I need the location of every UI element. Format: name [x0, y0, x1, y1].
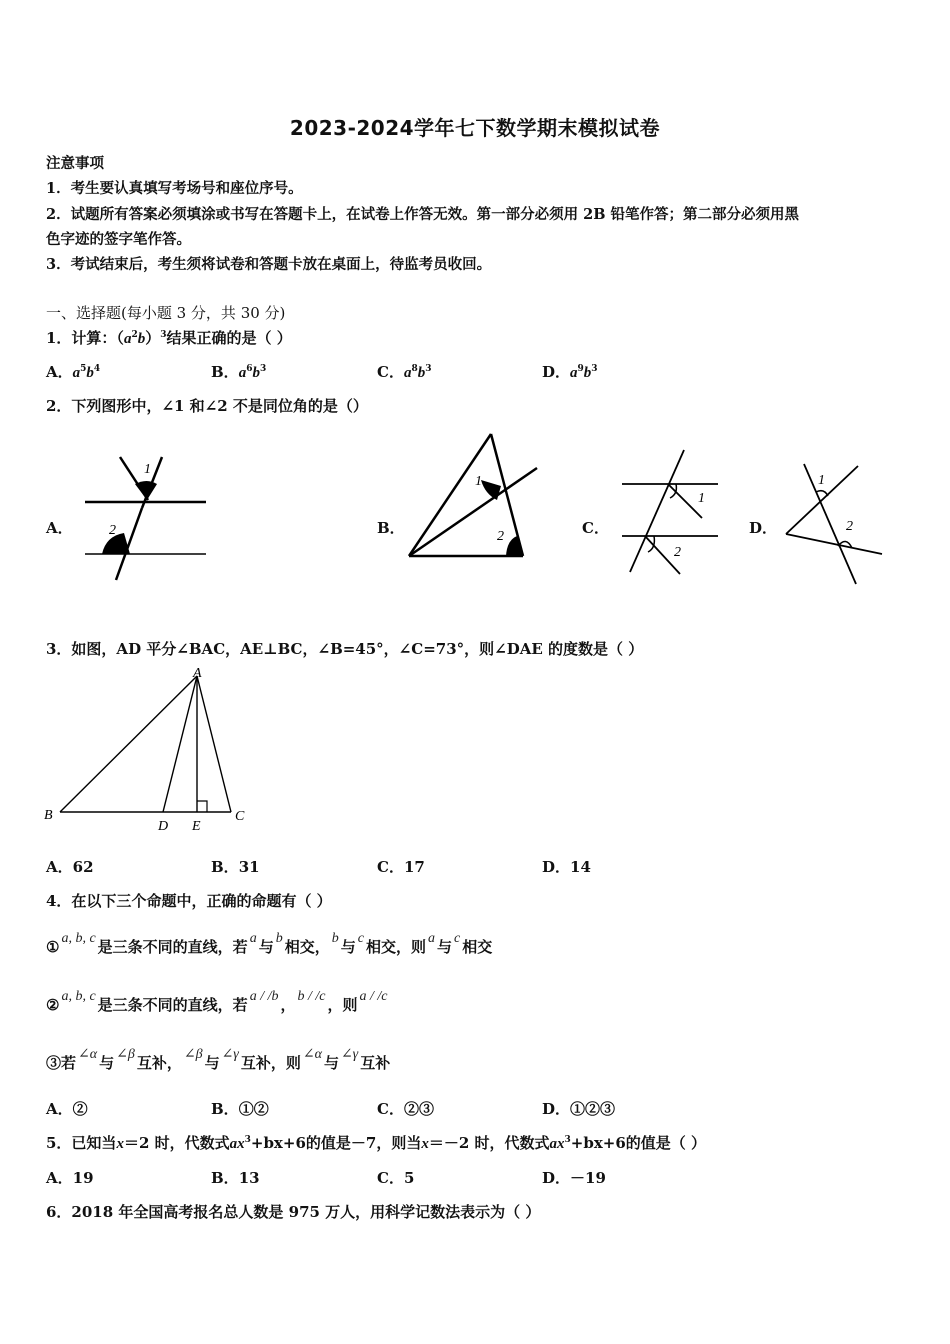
question-4-option-a: A．② [46, 1100, 88, 1118]
figure-2a-label-2: 2 [109, 523, 116, 538]
question-2-option-a: A． [46, 519, 73, 537]
figure-2c-label-2: 2 [674, 545, 681, 560]
notice-item-3: 3．考试结束后，考生须将试卷和答题卡放在桌面上，待监考员收回。 [46, 256, 492, 273]
figure-2d-label-1: 1 [818, 473, 825, 488]
figure-2d-label-2: 2 [846, 519, 853, 534]
figure-2a [80, 452, 210, 587]
question-1-option-a: A．$a^5b^4$ [46, 363, 101, 381]
proposition-1: ① a, b, c 是三条不同的直线，若 a 与 b 相交， b 与 c 相交，则 a 与 c 相交 [46, 931, 493, 956]
figure-2c-label-1: 1 [698, 491, 705, 506]
figure-3-label-a: A [193, 666, 202, 681]
figure-3-label-e: E [192, 819, 201, 834]
question-2-option-d: D． [749, 519, 778, 537]
question-1-option-b: B．$a^6b^3$ [211, 363, 267, 381]
question-1-option-d: D．$a^9b^3$ [542, 363, 598, 381]
proposition-3: ③若 ∠α 与 ∠β 互补， ∠β 与 ∠γ 互补，则 ∠α 与 ∠γ 互补 [46, 1047, 391, 1072]
figure-3-triangle [40, 664, 260, 836]
figure-2b-label-1: 1 [475, 474, 482, 489]
question-5-stem: 5．已知当x＝2 时，代数式$ax^3+bx+6$的值是－7，则当x＝－2 时，代数式$ax^3+bx+6$的值是（ ） [46, 1134, 707, 1152]
notice-heading: 注意事项 [46, 155, 104, 172]
question-4-option-c: C．②③ [377, 1100, 434, 1118]
figure-2c [618, 446, 728, 576]
question-5-option-d: D．－19 [542, 1169, 606, 1187]
question-3-option-d: D．14 [542, 858, 591, 876]
question-5-option-c: C．5 [377, 1169, 415, 1187]
figure-2b-label-2: 2 [497, 529, 504, 544]
figure-3-label-d: D [158, 819, 169, 834]
figure-3-label-c: C [235, 809, 245, 824]
figure-2a-label-1: 1 [144, 462, 151, 477]
page-title: 2023-2024学年七下数学期末模拟试卷 [289, 116, 661, 140]
question-2-option-c: C． [582, 519, 609, 537]
section-heading: 一、选择题(每小题 3 分，共 30 分) [46, 304, 286, 322]
figure-3-label-b: B [44, 808, 53, 823]
question-5-option-b: B．13 [211, 1169, 260, 1187]
question-5-option-a: A．19 [46, 1169, 94, 1187]
figure-2b [405, 430, 545, 562]
question-3-option-b: B．31 [211, 858, 260, 876]
question-2-stem: 2．下列图形中，∠1 和∠2 不是同位角的是（） [46, 397, 368, 415]
question-4-stem: 4．在以下三个命题中，正确的命题有（ ） [46, 892, 332, 910]
notice-item-2-cont: 色字迹的签字笔作答。 [46, 231, 191, 248]
notice-item-2: 2．试题所有答案必须填涂或书写在答题卡上，在试卷上作答无效。第一部分必须用 2B 铅笔作答；第二部分必须用黑 [46, 206, 800, 223]
question-2-option-b: B． [377, 519, 405, 537]
question-6-stem: 6．2018 年全国高考报名总人数是 975 万人，用科学记数法表示为（ ） [46, 1203, 541, 1221]
question-1-stem: 1．计算：$(a^2b)^3$结果正确的是（ ） [46, 329, 292, 347]
proposition-2: ② a, b, c 是三条不同的直线，若 a / /b ， b / /c ，则 a / /c [46, 989, 388, 1014]
question-3-option-c: C．17 [377, 858, 425, 876]
question-4-option-b: B．①② [211, 1100, 269, 1118]
figure-2d [780, 460, 885, 588]
question-4-option-d: D．①②③ [542, 1100, 616, 1118]
question-3-stem: 3．如图，AD 平分∠BAC，AE⊥BC，∠B=45°，∠C=73°，则∠DAE 的度数是（ ） [46, 640, 644, 658]
notice-item-1: 1．考生要认真填写考场号和座位序号。 [46, 180, 303, 197]
question-1-option-c: C．$a^8b^3$ [377, 363, 432, 381]
question-3-option-a: A．62 [46, 858, 94, 876]
